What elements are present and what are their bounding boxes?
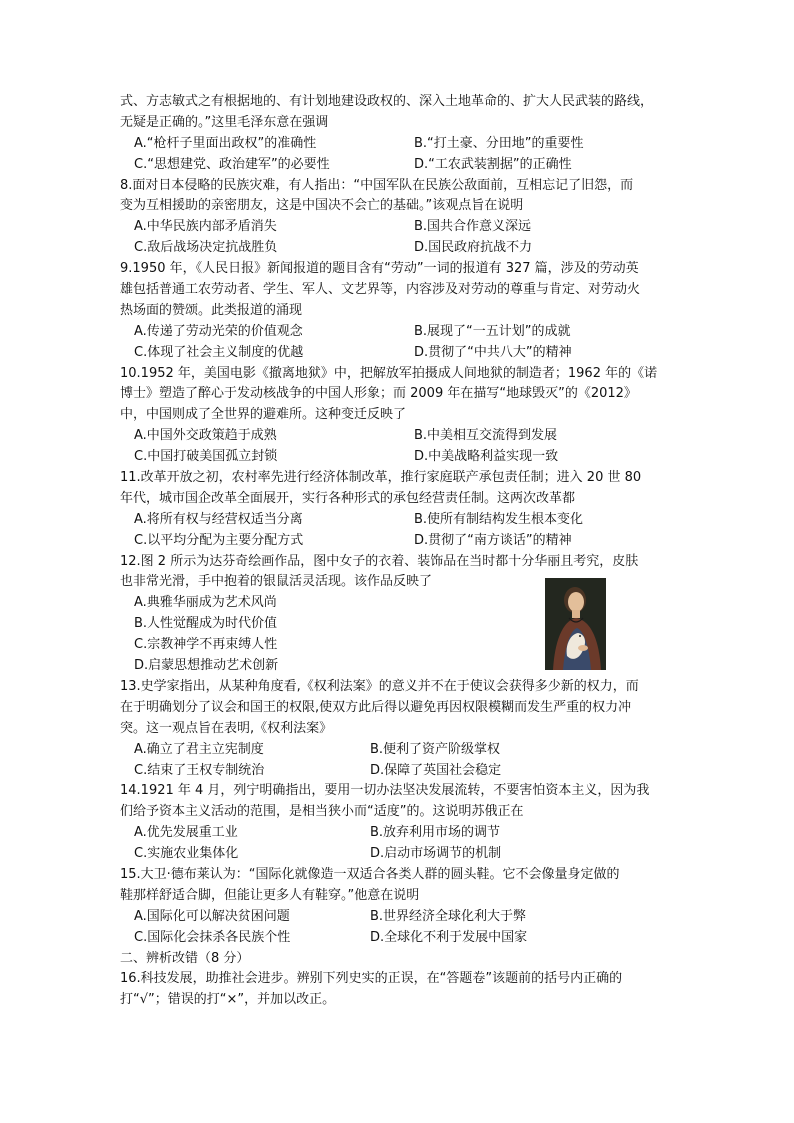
q12-text-2: 也非常光滑，手中抱着的银鼠活灵活现。该作品反映了	[120, 574, 433, 590]
q12-option-b: B.人性觉醒成为时代价值	[134, 616, 278, 632]
q9-option-c: C.体现了社会主义制度的优越	[134, 344, 304, 360]
q7-option-a: A.“枪杆子里面出政权”的准确性	[134, 135, 317, 151]
q11-option-d: D.贯彻了“南方谈话”的精神	[414, 532, 572, 548]
q13-options-row-2	[120, 761, 686, 782]
q8-option-a: A.中华民族内部矛盾消失	[134, 219, 277, 235]
q12-option-d: D.启蒙思想推动艺术创新	[134, 658, 279, 674]
q15-option-d: D.全球化不利于发展中国家	[370, 929, 528, 945]
q11-text-1: 11.改革开放之初，农村率先进行经济体制改革，推行家庭联产承包责任制；进入 20 世 80	[120, 470, 642, 486]
q13-options-row-1	[120, 740, 686, 761]
q12-text-1: 12.图 2 所示为达芬奇绘画作品，图中女子的衣着、装饰品在当时都十分华丽且考究，皮肤	[120, 553, 639, 569]
q7-text-1: 式、方志敏式之有根据地的、有计划地建设政权的、深入土地革命的、扩大人民武装的路线，	[120, 94, 654, 109]
q10-option-c: C.中国打破美国孤立封锁	[134, 449, 278, 465]
q8-options-row-2	[120, 238, 686, 259]
q9-option-d: D.贯彻了“中共八大”的精神	[414, 344, 572, 360]
q10-option-a: A.中国外交政策趋于成熟	[134, 428, 277, 444]
q8-option-b: B.国共合作意义深远	[414, 219, 532, 235]
q14-options-row-2	[120, 844, 686, 865]
q14-option-c: C.实施农业集体化	[134, 846, 239, 862]
q7-option-d: D.“工农武装割据”的正确性	[414, 156, 572, 172]
q12-option-c: C.宗教神学不再束缚人性	[134, 637, 278, 653]
q16-text-1: 16.科技发展，助推社会进步。辨别下列史实的正误，在“答题卷”该题前的括号内正确的	[120, 971, 623, 987]
painting-image	[545, 578, 606, 670]
q8-text-2: 变为互相援助的亲密朋友，这是中国决不会亡的基础。”该观点旨在说明	[120, 198, 524, 214]
q9-options-row-2	[120, 343, 686, 364]
q11-options-row-1	[120, 510, 686, 531]
q10-text-3: 中，中国则成了全世界的避难所。这种变迁反映了	[120, 407, 407, 423]
q11-options-row-2	[120, 531, 686, 552]
q14-text-2: 们给予资本主义活动的范围，是相当狭小而“适度”的。这说明苏俄正在	[120, 804, 524, 820]
q8-text-1: 8.面对日本侵略的民族灾难，有人指出：“中国军队在民族公敌面前，互相忘记了旧怨，而	[120, 177, 634, 193]
q14-option-b: B.放弃利用市场的调节	[370, 825, 501, 841]
q7-option-c: C.“思想建党、政治建军”的必要性	[134, 156, 330, 172]
q10-options-row-1	[120, 426, 686, 447]
q16-text-2: 打“√”；错误的打“×”，并加以改正。	[120, 992, 336, 1008]
q14-options-row-1	[120, 823, 686, 844]
q10-text-2: 博士》塑造了醉心于发动核战争的中国人形象；而 2009 年在描写“地球毁灭”的《2012》	[120, 386, 637, 402]
q15-option-a: A.国际化可以解决贫困问题	[134, 908, 290, 924]
q15-option-b: B.世界经济全球化利大于弊	[370, 908, 527, 924]
q7-options-row-1	[120, 134, 686, 155]
q13-text-3: 突。这一观点旨在表明,《权利法案》	[120, 720, 333, 736]
q13-option-d: D.保障了英国社会稳定	[370, 762, 502, 778]
q10-option-b: B.中美相互交流得到发展	[414, 428, 558, 444]
q15-options-row-2	[120, 928, 686, 949]
lady-with-ermine-painting	[545, 578, 606, 670]
q15-options-row-1	[120, 907, 686, 928]
exam-page	[120, 92, 686, 1011]
q13-option-b: B.便利了资产阶级掌权	[370, 741, 501, 757]
q7-text-2: 无疑是正确的。”这里毛泽东意在强调	[120, 114, 329, 130]
q11-text-2: 年代，城市国企改革全面展开，实行各种形式的承包经营责任制。这两次改革都	[120, 490, 576, 506]
q9-option-b: B.展现了“一五计划”的成就	[414, 323, 571, 339]
q9-option-a: A.传递了劳动光荣的价值观念	[134, 323, 303, 339]
q9-options-row-1	[120, 322, 686, 343]
q9-text-1: 9.1950 年，《人民日报》新闻报道的题目含有“劳动”一词的报道有 327 篇，涉及的劳动英	[120, 261, 639, 277]
q13-text-1: 13.史学家指出，从某种角度看,《权利法案》的意义并不在于使议会获得多少新的权力，而	[120, 678, 639, 694]
q9-text-3: 热场面的赞颂。此类报道的涌现	[120, 302, 303, 318]
q8-options-row-1	[120, 217, 686, 238]
q8-option-d: D.国民政府抗战不力	[414, 240, 533, 256]
q15-text-2: 鞋那样舒适合脚，但能让更多人有鞋穿。”他意在说明	[120, 887, 420, 903]
q10-option-d: D.中美战略利益实现一致	[414, 449, 559, 465]
q10-options-row-2	[120, 447, 686, 468]
q13-option-c: C.结束了王权专制统治	[134, 762, 265, 778]
q12-option-a: A.典雅华丽成为艺术风尚	[134, 595, 277, 611]
q7-options-row-2	[120, 155, 686, 176]
q11-option-a: A.将所有权与经营权适当分离	[134, 511, 303, 527]
q10-text-1: 10.1952 年，美国电影《撤离地狱》中，把解放军拍摄成人间地狱的制造者；1962 年的《诺	[120, 365, 658, 381]
q14-option-d: D.启动市场调节的机制	[370, 846, 502, 862]
q14-text-1: 14.1921 年 4 月，列宁明确指出，要用一切办法坚决发展流转，不要害怕资本主义，因为我	[120, 783, 650, 799]
q11-option-c: C.以平均分配为主要分配方式	[134, 532, 304, 548]
q11-option-b: B.使所有制结构发生根本变化	[414, 511, 584, 527]
q8-option-c: C.敌后战场决定抗战胜负	[134, 240, 278, 256]
q15-text-1: 15.大卫·德布莱认为：“国际化就像造一双适合各类人群的圆头鞋。它不会像量身定做的	[120, 866, 620, 882]
q15-option-c: C.国际化会抹杀各民族个性	[134, 929, 291, 945]
q13-option-a: A.确立了君主立宪制度	[134, 741, 264, 757]
q7-option-b: B.“打土豪、分田地”的重要性	[414, 135, 584, 151]
q13-text-2: 在于明确划分了议会和国王的权限,使双方此后得以避免再因权限模糊而发生严重的权力冲	[120, 699, 632, 715]
q14-option-a: A.优先发展重工业	[134, 825, 238, 841]
q9-text-2: 雄包括普通工农劳动者、学生、军人、文艺界等，内容涉及对劳动的尊重与肯定、对劳动火	[120, 282, 641, 298]
section-2-title: 二、辨析改错（8 分）	[120, 950, 250, 966]
